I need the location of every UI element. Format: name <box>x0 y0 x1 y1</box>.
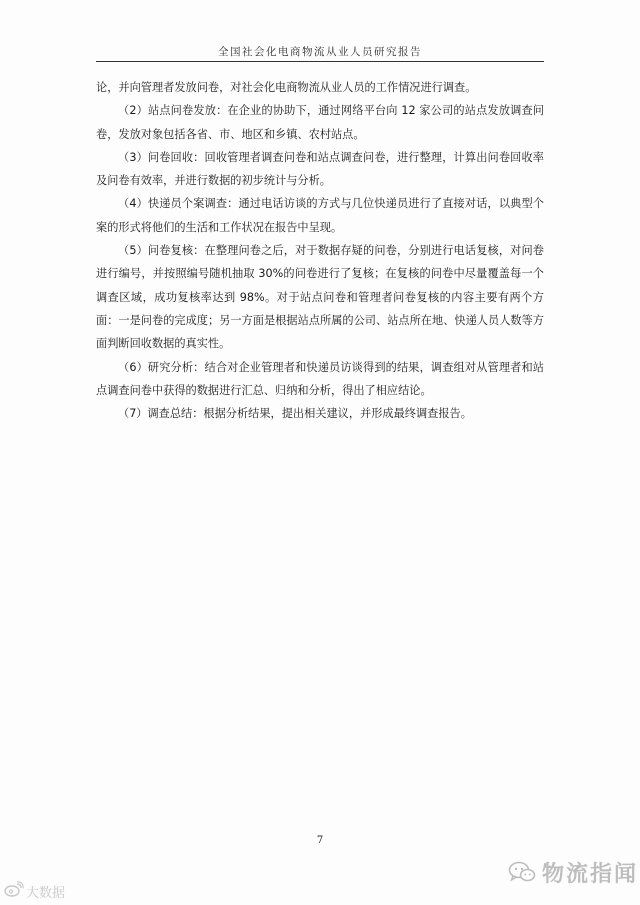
running-header: 全国社会化电商物流从业人员研究报告 <box>218 46 422 58</box>
paragraph-step-4: （4）快递员个案调查：通过电话访谈的方式与几位快递员进行了直接对话，以典型个案的形式将他们的生活和工作状况在报告中呈现。 <box>96 197 544 234</box>
paragraph-step-5: （5）问卷复核：在整理问卷之后，对于数据存疑的问卷，分别进行电话复核，对问卷进行编号，并按照编号随机抽取 30%的问卷进行了复核；在复核的问卷中尽量覆盖每一个调查区域，成功复核率达到 98%。对于站点问卷和管理者问卷复核的内容主要有两个方面：一是问卷的完成度；另一方面是根据站点所属的公司、站点所在地、快递人员人数等方面判断回收数据的真实性。 <box>96 244 544 351</box>
watermark-right <box>508 855 638 889</box>
wechat-icon <box>508 860 536 884</box>
watermark-left-text: 大数据 <box>26 885 66 901</box>
watermark-right-text: 物流指闻 <box>542 861 639 887</box>
paragraph-step-6: （6）研究分析：结合对企业管理者和快递员访谈得到的结果，调查组对从管理者和站点调查问卷中获得的数据进行汇总、归纳和分析，得出了相应结论。 <box>96 360 544 397</box>
body-text <box>96 76 544 425</box>
paragraph-step-7: （7）调查总结：根据分析结果，提出相关建议，并形成最终调查报告。 <box>118 407 472 421</box>
header-rule <box>96 61 544 62</box>
paragraph-step-3: （3）问卷回收：回收管理者调查问卷和站点调查问卷，进行整理，计算出问卷回收率及问卷有效率，并进行数据的初步统计与分析。 <box>96 150 544 188</box>
watermark-left <box>4 880 65 902</box>
page-number: 7 <box>316 835 324 846</box>
paragraph-step-2: （2）站点问卷发放：在企业的协助下，通过网络平台向 12 家公司的站点发放调查问卷，发放对象包括各省、市、地区和乡镇、农村站点。 <box>96 104 544 141</box>
paragraph-continuation: 论，并向管理者发放问卷，对社会化电商物流从业人员的工作情况进行调查。 <box>96 81 477 94</box>
weibo-icon <box>4 881 24 901</box>
